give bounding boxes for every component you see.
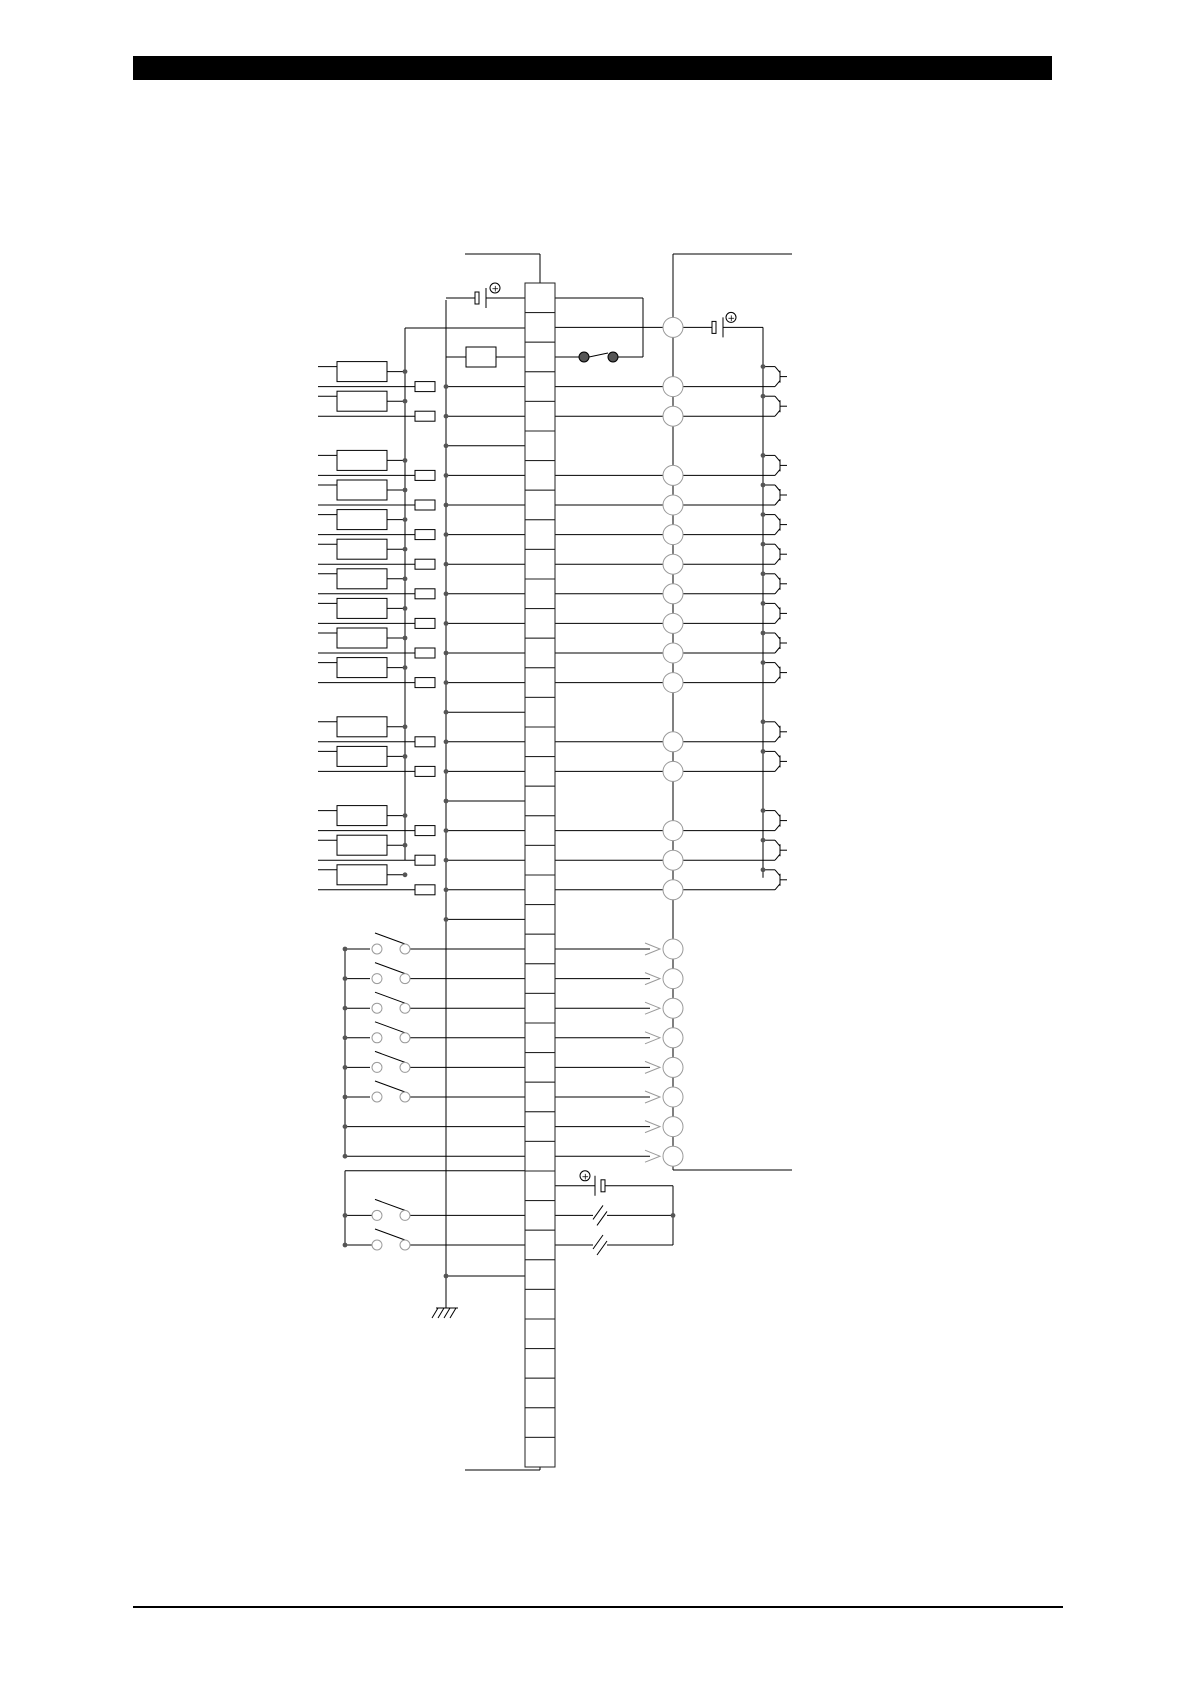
switch-blade [375,933,405,944]
junction-dot [444,384,449,389]
switch-blade [375,1199,405,1210]
junction-dot [761,512,766,517]
junction-dot [444,799,449,804]
switch-icon [372,1003,382,1013]
optocoupler-icon [337,806,387,826]
resistor-icon [415,500,435,510]
battery-icon [475,292,479,304]
switch-icon [372,974,382,984]
junction-dot [403,547,408,552]
connector-pin [663,377,683,397]
junction-dot [761,483,766,488]
load-icon [775,558,780,564]
terminal-cell [525,1408,555,1438]
terminal-cell [525,579,555,609]
optocoupler-icon [337,510,387,530]
load-icon [775,825,780,831]
junction-dot [444,769,449,774]
terminal-block [525,283,555,1467]
junction-dot [343,1065,348,1070]
terminal-cell [525,786,555,816]
plus-sign: + [581,1172,590,1183]
terminal-cell [525,1319,555,1349]
optocoupler-icon [337,865,387,885]
connector-pin [663,465,683,485]
junction-dot [403,606,408,611]
resistor-icon [415,855,435,865]
switch-icon [400,1033,410,1043]
relay-contact-icon [579,352,589,362]
terminal-cell [525,490,555,520]
connector-pin [663,1117,683,1137]
switch-icon [400,974,410,984]
resistor-icon [415,411,435,421]
load-icon [775,617,780,623]
load-icon [775,647,780,653]
optocoupler-icon [337,450,387,470]
junction-dot [761,631,766,636]
junction-dot [761,364,766,369]
switch-icon [372,1240,382,1250]
terminal-cell [525,431,555,461]
ground-icon [450,1308,456,1318]
optocoupler-icon [337,835,387,855]
terminal-cell [525,313,555,343]
junction-dot [403,399,408,404]
switch-blade [375,1081,405,1092]
junction-dot [444,887,449,892]
switch-icon [372,1033,382,1043]
plus-sign: + [727,313,736,324]
connector-pin [663,761,683,781]
connector-pin [663,850,683,870]
junction-dot [343,1243,348,1248]
connector-pin [663,584,683,604]
junction-dot [671,1213,676,1218]
junction-dot [761,453,766,458]
junction-dot [761,542,766,547]
switch-blade [375,1022,405,1033]
terminal-cell [525,1082,555,1112]
load-icon [775,485,780,491]
terminal-cell [525,1378,555,1408]
load-icon [775,722,780,728]
connector-pin [663,821,683,841]
connector-pin [663,939,683,959]
ground-icon [444,1308,450,1318]
junction-dot [761,601,766,606]
junction-dot [403,458,408,463]
battery-icon [712,321,716,333]
load-icon [775,603,780,609]
load-icon [775,840,780,846]
switch-blade [375,1229,405,1240]
terminal-cell [525,964,555,994]
terminal-cell [525,1230,555,1260]
break-mark-icon [597,1211,607,1225]
terminal-cell [525,668,555,698]
junction-dot [403,576,408,581]
resistor-icon [415,648,435,658]
junction-dot [444,414,449,419]
load-icon [775,396,780,402]
terminal-cell [525,875,555,905]
terminal-cell [525,461,555,491]
switch-icon [400,1003,410,1013]
junction-dot [444,858,449,863]
resistor-icon [415,826,435,836]
connector-pin [663,1057,683,1077]
load-icon [775,588,780,594]
junction-dot [403,813,408,818]
resistor-icon [415,766,435,776]
junction-dot [343,1095,348,1100]
switch-icon [372,1210,382,1220]
resistor-icon [415,382,435,392]
terminal-cell [525,609,555,639]
switch-icon [400,1062,410,1072]
resistor-icon [415,618,435,628]
junction-dot [403,872,408,877]
junction-dot [761,660,766,665]
connector-pin [663,732,683,752]
terminal-cell [525,816,555,846]
junction-dot [343,1213,348,1218]
terminal-cell [525,1112,555,1142]
junction-dot [444,680,449,685]
junction-dot [403,843,408,848]
terminal-cell [525,845,555,875]
terminal-cell [525,401,555,431]
connector-pin [663,317,683,337]
load-icon [775,870,780,876]
optocoupler-icon [337,717,387,737]
junction-dot [343,976,348,981]
junction-dot [761,749,766,754]
junction-dot [444,591,449,596]
load-icon [775,367,780,373]
terminal-cell [525,1349,555,1379]
load-icon [775,381,780,387]
optocoupler-icon [337,391,387,411]
connector-pin [663,1146,683,1166]
connector-pin [663,495,683,515]
resistor-icon [415,678,435,688]
resistor-icon [415,470,435,480]
resistor-icon [415,589,435,599]
connector-pin [663,1087,683,1107]
resistor-icon [415,559,435,569]
terminal-cell [525,727,555,757]
switch-icon [400,1092,410,1102]
optocoupler-icon [337,480,387,500]
load-icon [775,544,780,550]
terminal-cell [525,283,555,313]
junction-dot [444,828,449,833]
junction-dot [444,621,449,626]
switch-icon [372,944,382,954]
junction-dot [403,488,408,493]
junction-dot [444,503,449,508]
junction-dot [343,947,348,952]
junction-dot [444,739,449,744]
load-icon [775,854,780,860]
junction-dot [761,571,766,576]
switch-blade [375,963,405,974]
optocoupler-icon [337,569,387,589]
load-icon [775,410,780,416]
connector-pin [663,998,683,1018]
terminal-cell [525,342,555,372]
load-icon [775,765,780,771]
fuse-box [466,347,496,367]
terminal-cell [525,934,555,964]
junction-dot [403,369,408,374]
terminal-cell [525,993,555,1023]
junction-dot [403,517,408,522]
terminal-cell [525,1171,555,1201]
junction-dot [761,808,766,813]
load-icon [775,736,780,742]
connector-pin [663,525,683,545]
terminal-cell [525,757,555,787]
junction-dot [444,917,449,922]
junction-dot [444,473,449,478]
switch-icon [400,1210,410,1220]
load-icon [775,811,780,817]
junction-dot [403,665,408,670]
resistor-icon [415,530,435,540]
load-icon [775,499,780,505]
junction-dot [403,636,408,641]
terminal-cell [525,905,555,935]
load-icon [775,663,780,669]
relay-contact-icon [608,352,618,362]
load-icon [775,677,780,683]
break-mark-icon [593,1235,603,1249]
junction-dot [761,838,766,843]
load-icon [775,633,780,639]
junction-dot [761,394,766,399]
junction-dot [761,867,766,872]
switch-blade [375,1051,405,1062]
terminal-cell [525,1053,555,1083]
terminal-cell [525,1289,555,1319]
junction-dot [444,562,449,567]
junction-dot [403,724,408,729]
load-icon [775,515,780,521]
junction-dot [444,1274,449,1279]
junction-dot [444,651,449,656]
junction-dot [343,1124,348,1129]
terminal-cell [525,1023,555,1053]
connector-pin [663,643,683,663]
connector-pin [663,969,683,989]
junction-dot [343,1035,348,1040]
terminal-cell [525,1437,555,1467]
terminal-cell [525,520,555,550]
load-icon [775,751,780,757]
junction-dot [343,1006,348,1011]
break-mark-icon [593,1205,603,1219]
ground-icon [438,1308,444,1318]
terminal-cell [525,1141,555,1171]
switch-icon [372,1092,382,1102]
connector-pin [663,673,683,693]
junction-dot [444,532,449,537]
switch-icon [372,1062,382,1072]
load-icon [775,469,780,475]
junction-dot [403,754,408,759]
terminal-cell [525,697,555,727]
load-icon [775,574,780,580]
plus-sign: + [491,284,500,295]
optocoupler-icon [337,746,387,766]
connector-pin [663,1028,683,1048]
break-mark-icon [597,1241,607,1255]
optocoupler-icon [337,658,387,678]
load-icon [775,884,780,890]
terminal-cell [525,638,555,668]
optocoupler-icon [337,598,387,618]
terminal-cell [525,372,555,402]
connector-pin [663,613,683,633]
resistor-icon [415,737,435,747]
terminal-cell [525,1260,555,1290]
load-icon [775,455,780,461]
junction-dot [444,710,449,715]
resistor-icon [415,885,435,895]
load-icon [775,529,780,535]
junction-dot [761,719,766,724]
optocoupler-icon [337,362,387,382]
switch-icon [400,944,410,954]
optocoupler-icon [337,539,387,559]
connector-pin [663,554,683,574]
junction-dot [343,1154,348,1159]
battery-icon [601,1180,605,1192]
terminal-cell [525,549,555,579]
ground-icon [432,1308,438,1318]
switch-icon [400,1240,410,1250]
junction-dot [444,443,449,448]
connector-pin [663,880,683,900]
connector-pin [663,406,683,426]
switch-blade [375,992,405,1003]
optocoupler-icon [337,628,387,648]
relay-contact-blade [589,353,608,357]
terminal-cell [525,1201,555,1231]
